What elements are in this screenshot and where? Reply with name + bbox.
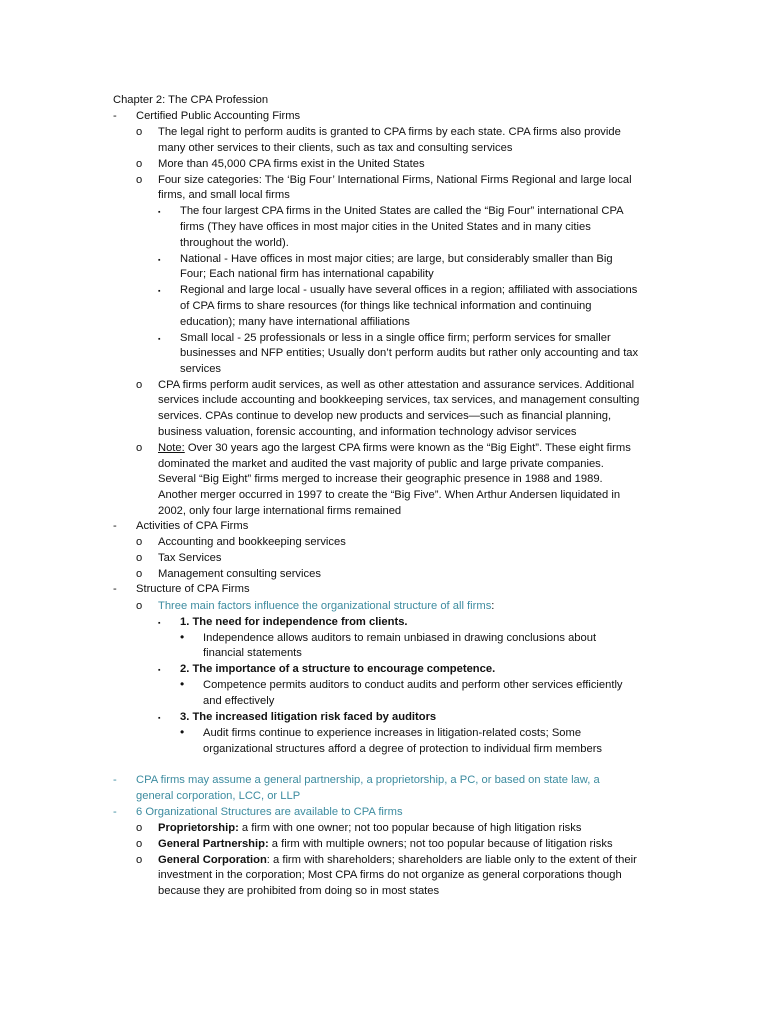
text-line: many other services to their clients, such as tax and consulting services [158,142,513,154]
definition: a firm with multiple owners; not too popular because of litigation risks [268,838,613,850]
text-line: firms (They have offices in most major cities in the United States and in many cities [180,221,591,233]
section-heading-legal-forms-cont: general corporation, LCC, or LLP [136,790,301,802]
text-line: and effectively [203,695,275,707]
text-line: education); many have international affiliations [180,316,410,328]
text-line [158,821,581,837]
text-line: Four; Each national firm has international capability [180,268,434,280]
dash-marker: - [113,583,117,595]
circle-marker: o [136,552,143,564]
text-line [158,837,613,853]
text-line: Independence allows auditors to remain unbiased in drawing conclusions about [203,632,597,644]
term-proprietorship: Proprietorship: [158,822,239,834]
list-item: Tax Services [158,552,222,564]
note-label: Note: [158,442,185,454]
factors-intro: Three main factors influence the organizational structure of all firms [158,600,492,612]
circle-marker: o [136,536,143,548]
list-item: Management consulting services [158,568,321,580]
text-line [158,599,494,615]
chapter-title: Chapter 2: The CPA Profession [113,94,269,106]
text-line: Competence permits auditors to conduct audits and perform other services efficiently [203,679,623,691]
square-bullet-marker: ▪ [158,336,161,343]
text-line: business valuation, forensic accounting, and information technology advisor services [158,426,577,438]
circle-marker: o [136,568,143,580]
text-line: financial statements [203,647,302,659]
term-general-partnership: General Partnership: [158,838,269,850]
text-line: dominated the market and audited the vast majority of public and large private companies. [158,458,604,470]
text-line: investment in the corporation; Most CPA firms do not organize as general corporations though [158,869,622,881]
factor-heading: 2. The importance of a structure to encourage competence. [180,663,496,675]
text-line: The four largest CPA firms in the United States are called the “Big Four” international CPA [180,205,624,217]
text-line: Small local - 25 professionals or less in a single office firm; perform services for smaller [180,332,611,344]
colon: : [491,600,495,612]
dash-marker: - [113,774,117,786]
dash-marker: - [113,806,117,818]
circle-marker: o [136,174,143,186]
round-bullet-marker: • [180,630,185,644]
note-text: Over 30 years ago the largest CPA firms were known as the “Big Eight”. These eight firms [184,442,631,454]
square-bullet-marker: ▪ [158,715,161,722]
text-line: throughout the world). [180,237,289,249]
text-line [158,853,637,869]
factor-heading: 1. The need for independence from clients. [180,616,408,628]
text-line: Another merger occurred in 1997 to create the “Big Five”. When Arthur Andersen liquidated in [158,489,621,501]
factor-heading: 3. The increased litigation risk faced by auditors [180,711,437,723]
text-line: 2002, only four large international firms remained [158,505,402,517]
circle-marker: o [136,442,143,454]
square-bullet-marker: ▪ [158,209,161,216]
text-line: Regional and large local - usually have several offices in a region; affiliated with associations [180,284,638,296]
section-heading-cpa-firms: Certified Public Accounting Firms [136,110,301,122]
definition: a firm with one owner; not too popular because of high litigation risks [238,822,582,834]
round-bullet-marker: • [180,677,185,691]
square-bullet-marker: ▪ [158,620,161,627]
text-line: of CPA firms to share resources (for things like technical information and continuing [180,300,592,312]
circle-marker: o [136,822,143,834]
dash-marker: - [113,110,117,122]
section-heading-structure: Structure of CPA Firms [136,583,250,595]
text-line: The legal right to perform audits is granted to CPA firms by each state. CPA firms also provide [158,126,621,138]
circle-marker: o [136,379,143,391]
text-line: services include accounting and bookkeeping services, tax services, and management consulting [158,394,640,406]
section-heading-org-structures: 6 Organizational Structures are available to CPA firms [136,806,403,818]
text-line [158,441,631,457]
list-item: Accounting and bookkeeping services [158,536,346,548]
square-bullet-marker: ▪ [158,288,161,295]
circle-marker: o [136,126,143,138]
term-general-corporation: General Corporation [158,854,267,866]
text-line: Several “Big Eight” firms merged to increase their geographic presence in 1988 and 1989. [158,473,603,485]
text-line: services [180,363,222,375]
square-bullet-marker: ▪ [158,257,161,264]
text-line: businesses and NFP entities; Usually don’t perform audits but rather only accounting and tax [180,347,639,359]
circle-marker: o [136,600,143,612]
section-heading-legal-forms: CPA firms may assume a general partnership, a proprietorship, a PC, or based on state law, a [136,774,600,786]
text-line: because they are prohibited from doing so in most states [158,885,440,897]
square-bullet-marker: ▪ [158,667,161,674]
text-line: services. CPAs continue to develop new products and services—such as financial planning, [158,410,612,422]
circle-marker: o [136,854,143,866]
circle-marker: o [136,158,143,170]
definition: : a firm with shareholders; shareholders are liable only to the extent of their [266,854,637,866]
circle-marker: o [136,838,143,850]
text-line: Audit firms continue to experience increases in litigation-related costs; Some [203,727,582,739]
text-line: CPA firms perform audit services, as well as other attestation and assurance services. Additional [158,379,635,391]
text-line: More than 45,000 CPA firms exist in the United States [158,158,425,170]
round-bullet-marker: • [180,725,185,739]
text-line: firms, and small local firms [158,189,290,201]
text-line: Four size categories: The ‘Big Four’ International Firms, National Firms Regional and large local [158,174,632,186]
text-line: National - Have offices in most major cities; are large, but considerably smaller than Big [180,253,613,265]
section-heading-activities: Activities of CPA Firms [136,520,249,532]
text-line: organizational structures afford a degree of protection to individual firm members [203,743,603,755]
dash-marker: - [113,520,117,532]
